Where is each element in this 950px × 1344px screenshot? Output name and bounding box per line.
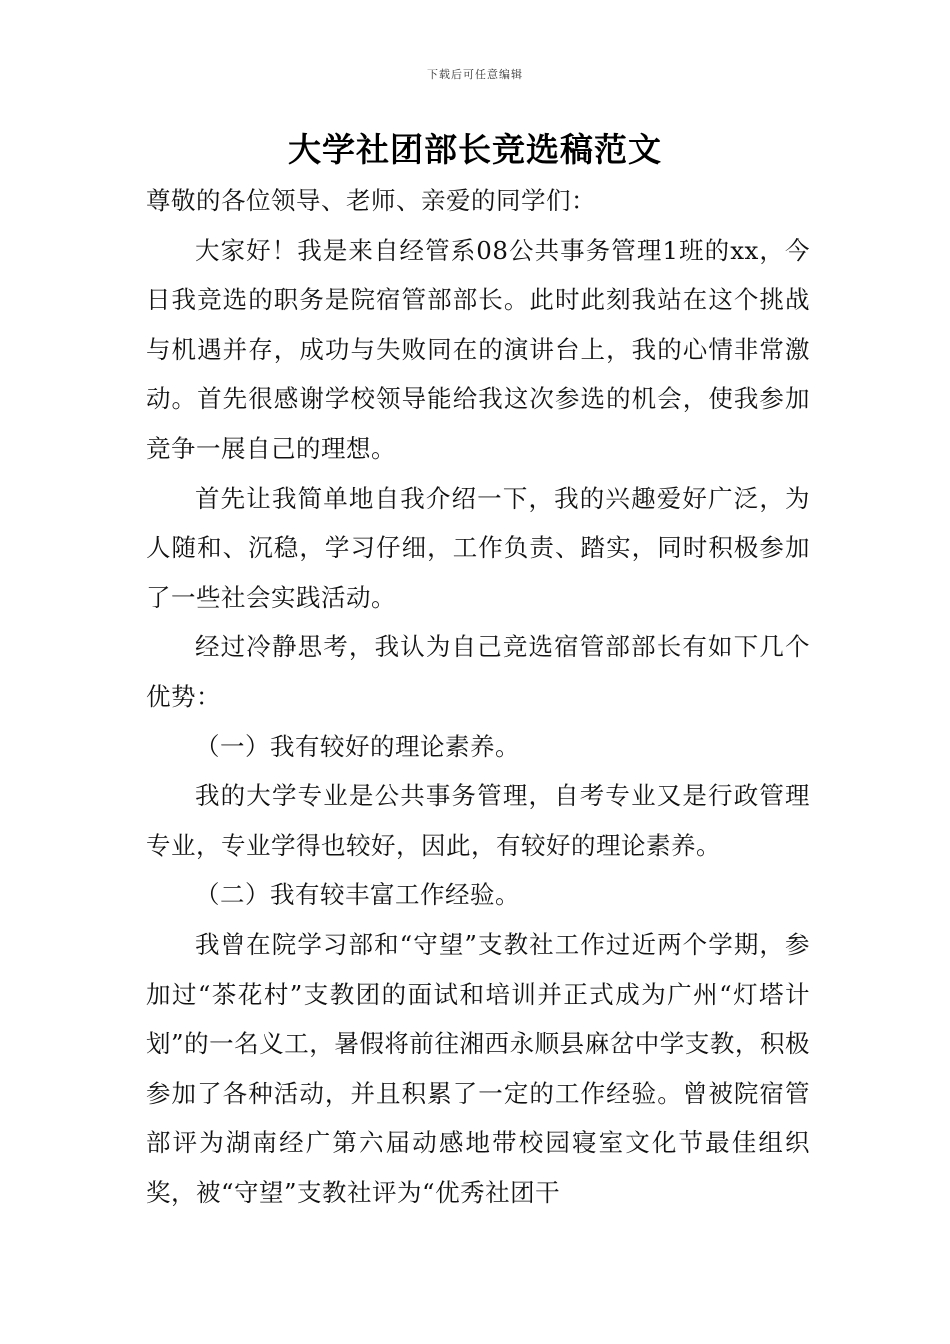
paragraph-intro: 大家好！我是来自经管系08公共事务管理1班的xx，今日我竞选的职务是院宿管部部长。此时此刻我站在这个挑战与机遇并存，成功与失败同在的演讲台上，我的心情非常激动。首先很感谢学校领导能给我这次参选的机会，使我参加竞争一展自己的理想。 [146, 235, 810, 463]
paragraph-theory: 我的大学专业是公共事务管理，自考专业又是行政管理专业，专业学得也较好，因此，有较好的理论素养。 [146, 781, 810, 860]
salutation: 尊敬的各位领导、老师、亲爱的同学们： [146, 186, 596, 215]
header-note: 下载后可任意编辑 [427, 68, 523, 81]
paragraph-self-introduction: 首先让我简单地自我介绍一下，我的兴趣爱好广泛，为人随和、沉稳，学习仔细，工作负责、踏实，同时积极参加了一些社会实践活动。 [146, 483, 810, 612]
document-body [146, 176, 810, 1217]
subheading-theory: （一）我有较好的理论素养。 [195, 731, 520, 761]
paragraph-advantages-lead: 经过冷静思考，我认为自己竞选宿管部部长有如下几个优势： [146, 632, 810, 711]
subheading-experience: （二）我有较丰富工作经验。 [195, 880, 520, 910]
document-title: 大学社团部长竞选稿范文 [288, 130, 662, 169]
paragraph-experience: 我曾在院学习部和“守望”支教社工作过近两个学期，参加过“茶花村”支教团的面试和培训并正式成为广州“灯塔计划”的一名义工，暑假将前往湘西永顺县麻岔中学支教，积极参加了各种活动，并且积累了一定的工作经验。曾被院宿管部评为湖南经广第六届动感地带校园寝室文化节最佳组织奖，被“守望”支教社评为“优秀社团干 [146, 929, 810, 1207]
